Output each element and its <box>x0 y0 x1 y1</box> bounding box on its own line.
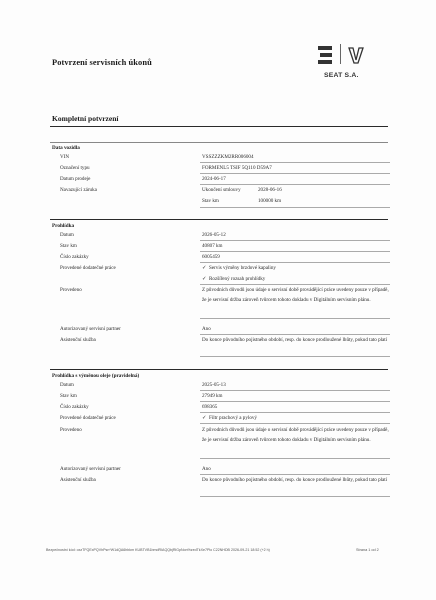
date-value: 2026-05-12 <box>202 232 226 238</box>
order-value: 6005459 <box>202 254 220 260</box>
mobility-text: Do konce původního pojistného období, resp. do konce prodloužené lhůty, pokud tato platí <box>202 477 388 483</box>
warranty-label: Navazující záruka <box>60 187 97 193</box>
date-value: 2025-05-13 <box>202 382 226 388</box>
mobility-label: Asistenční služba <box>60 477 96 483</box>
oil-km-row <box>0 393 436 403</box>
done-label: Provedeno <box>60 287 82 293</box>
section-subtitle: Kompletní potvrzení <box>52 114 119 123</box>
check-icon: ✓ <box>202 265 207 271</box>
oil-order-row <box>0 404 436 414</box>
vin-label: VIN <box>60 154 70 160</box>
seat-logo <box>312 44 382 84</box>
km-label: Stav km <box>60 393 77 399</box>
extra-work-label: Provedené dodatečné práce <box>60 265 116 271</box>
vehicle-heading: Data vozidla <box>52 145 80 151</box>
mileage-label: Stav km <box>202 198 219 204</box>
done-label: Provedeno <box>60 427 82 433</box>
inspection-heading: Prohlídka <box>52 223 75 229</box>
divider <box>50 219 388 220</box>
divider <box>50 369 388 370</box>
vehicle-type-row <box>0 165 436 175</box>
extra-work-item: ✓ Rozšířený rozsah prohlídky <box>202 276 266 282</box>
vehicle-vin-row <box>0 154 436 164</box>
sale-date-value: 2024-06-17 <box>202 176 226 182</box>
divider <box>50 142 388 143</box>
check-icon: ✓ <box>202 276 207 282</box>
inspection-order-row <box>0 254 436 264</box>
check-icon: ✓ <box>202 415 207 421</box>
oil-inspection-heading: Prohlídka s výměnou oleje (pravidelná) <box>52 373 140 379</box>
seat-s-icon <box>318 46 332 64</box>
cupra-icon <box>348 46 364 64</box>
mobility-text: Do konce původního pojistného období, resp. do konce prodloužené lhůty, pokud tato platí <box>202 337 388 343</box>
partner-value: Ano <box>202 466 211 472</box>
inspection-km-row <box>0 243 436 253</box>
done-text: Z původních důvodů jsou údaje o servisní době provádějící práce uvedeny pouze v případě, že je servisní držba zároveň tvůrcem tohoto dokladu v Digitálním servisním plánu. <box>202 427 389 444</box>
order-value: 698365 <box>202 404 218 410</box>
warranty-end-label: Ukončení smlouvy <box>202 187 241 193</box>
extra-work-item: ✓ Servis výměny brzdové kapaliny <box>202 265 276 271</box>
vehicle-warranty-row <box>0 187 436 197</box>
extra-work-item: ✓ Filtr prachový a pylový <box>202 415 257 421</box>
vin-value: VSSZZZKM2RR006004 <box>202 154 254 160</box>
date-label: Datum <box>60 232 74 238</box>
type-value: FORMENL5 TSIF 5Q110 D59A7 <box>202 165 272 171</box>
done-text: Z původních důvodů jsou údaje o servisní době provádějící práce uvedeny pouze v případě, že je servisní držba zároveň tvůrcem tohoto dokladu v Digitálním servisním plánu. <box>202 287 389 304</box>
document-title: Potvrzení servisních úkonů <box>52 58 152 67</box>
footer-page-number: Strana 1 od 2 <box>356 548 379 552</box>
km-value: 27949 km <box>202 393 223 399</box>
oil-date-row <box>0 382 436 392</box>
sale-date-label: Datum prodeje <box>60 176 91 182</box>
vehicle-sale-date-row <box>0 176 436 186</box>
mileage-value: 100000 km <box>258 198 282 204</box>
logo-caption: SEAT S.A. <box>324 72 359 79</box>
warranty-end-value: 2028-06-16 <box>258 187 282 193</box>
mobility-label: Asistenční služba <box>60 337 96 343</box>
extra-work-label: Provedené dodatečné práce <box>60 415 116 421</box>
partner-label: Autorizovaný servisní partner <box>60 466 121 472</box>
km-value: 40807 km <box>202 243 223 249</box>
order-label: Číslo zakázky <box>60 254 89 260</box>
logo-divider <box>340 44 341 64</box>
inspection-date-row <box>0 232 436 242</box>
divider <box>50 126 388 127</box>
date-label: Datum <box>60 382 74 388</box>
km-label: Stav km <box>60 243 77 249</box>
footer-security-code: Bezpečnostní kód: oxzTFQExPQVhPsn*W1dQA6hbkm KUBTVB1bmdRIAQQbjRlGpNon%zedTkXe7Plo C22NHDB 2026-09-21 18:52 (+2 h) <box>46 548 270 552</box>
partner-value: Ano <box>202 326 211 332</box>
partner-label: Autorizovaný servisní partner <box>60 326 121 332</box>
type-label: Označení typu <box>60 165 90 171</box>
order-label: Číslo zakázky <box>60 404 89 410</box>
